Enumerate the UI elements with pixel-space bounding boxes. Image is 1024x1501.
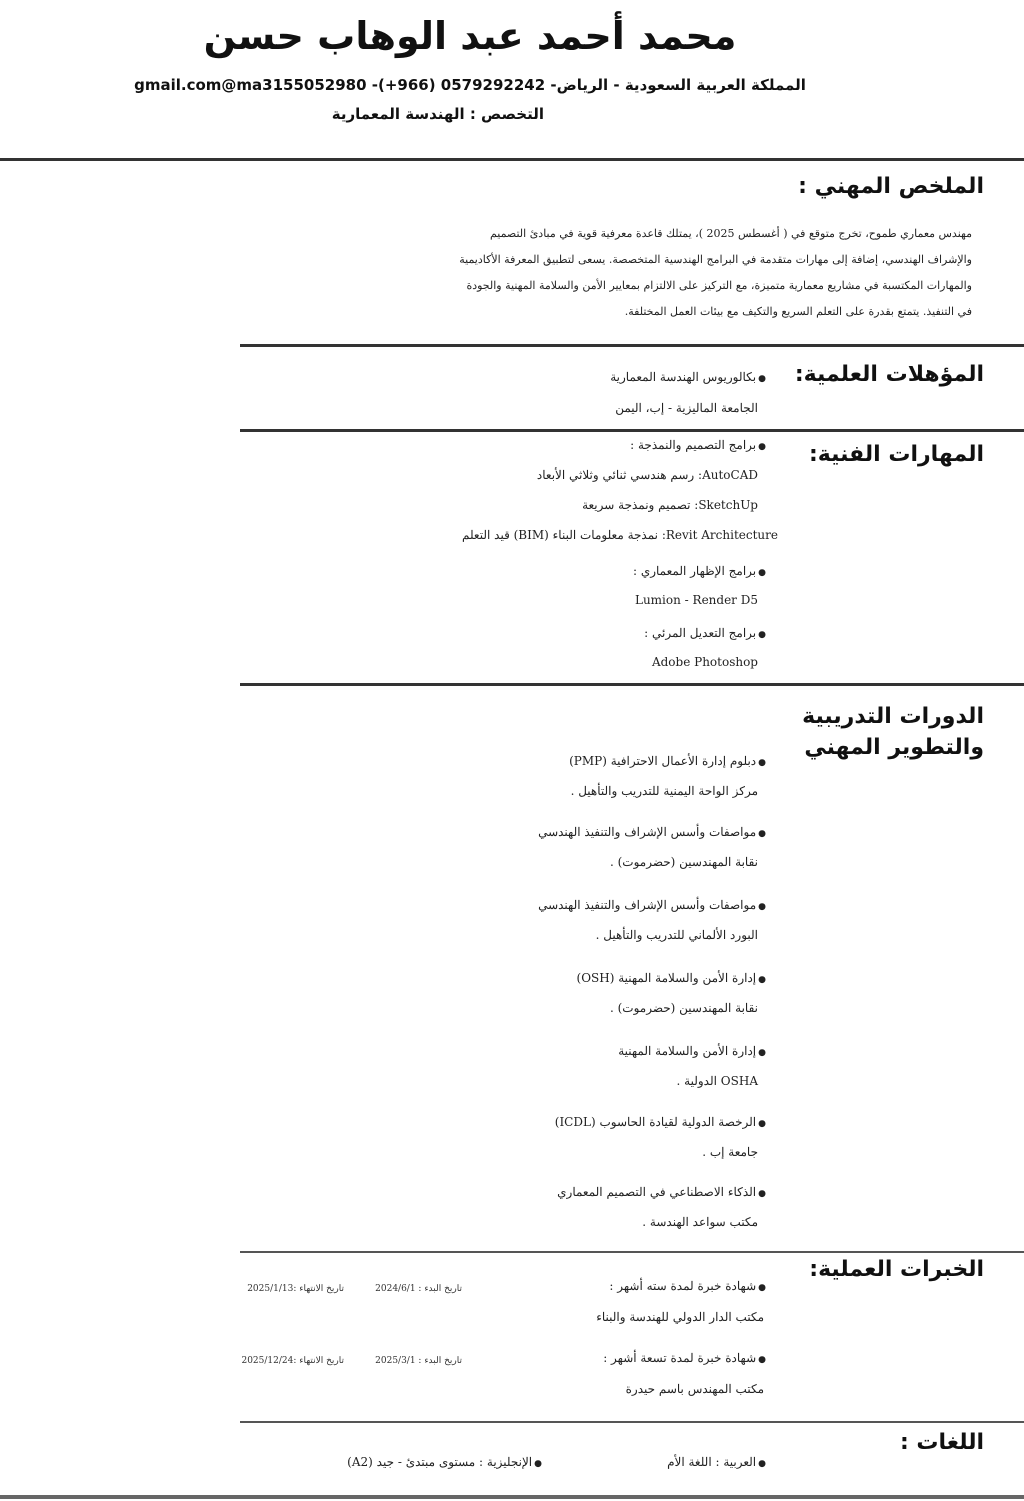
experience-company: مكتب المهندس باسم حيدرة [625,1382,764,1396]
experience-end-date: تاريخ الانتهاء :2025/12/24 [241,1356,344,1366]
section-divider [240,344,1024,347]
experience-start-date: تاريخ البدء : 2024/6/1 [375,1284,462,1294]
course-provider: البورد الألماني للتدريب والتأهيل . [595,928,758,942]
course-title: ● مواصفات وأسس الإشراف والتنفيذ الهندسي [538,825,766,839]
course-title: ● إدارة الأمن والسلامة المهنية (OSH) [577,971,767,985]
course-provider: مركز الواحة اليمنية للتدريب والتأهيل . [570,784,758,798]
summary-line: والمهارات المكتسبة في مشاريع معمارية متميزة، مع التركيز على الالتزام بمعايير الأمن والسلامة المهنية والجودة [466,279,972,292]
language-item: ● العربية : اللغة الأم [667,1455,766,1469]
language-item: ● الإنجليزية : مستوى مبتدئ - جيد (A2) [347,1455,542,1469]
courses-heading-line: والتطوير المهني [804,735,984,760]
skill-item: Lumion - Render D5 [634,593,758,607]
section-divider [240,1421,1024,1423]
course-title: ● دبلوم إدارة الأعمال الاحترافية (PMP) [569,754,766,768]
course-provider: نقابة المهندسين (حضرموت) . [609,855,758,869]
course-title: ● مواصفات وأسس الإشراف والتنفيذ الهندسي [538,898,766,912]
skill-item: Revit Architecture: نمذجة معلومات البناء (BIM) قيد التعلم [461,528,778,542]
languages-heading: اللغات : [899,1430,984,1455]
contact-info: المملكة العربية السعودية - الرياض- 0579292242 (966+)- gmail.com@ma3155052980 [134,76,806,94]
course-title: ● إدارة الأمن والسلامة المهنية [618,1044,766,1058]
summary-text [372,221,972,325]
experience-company: مكتب الدار الدولي للهندسة والبناء [596,1310,764,1324]
courses-heading [802,704,984,760]
skill-item: AutoCAD: رسم هندسي ثنائي وثلاثي الأبعاد [536,468,758,482]
course-provider: مكتب سواعد الهندسة . [642,1215,758,1229]
course-provider: OSHA الدولية . [676,1074,758,1088]
course-title: ● الرخصة الدولية لقيادة الحاسوب (ICDL) [555,1115,766,1129]
skill-category: ● برامج التصميم والنمذجة : [630,438,766,452]
section-divider [240,683,1024,686]
courses-heading-line: الدورات التدريبية [802,704,984,729]
experience-start-date: تاريخ البدء : 2025/3/1 [375,1356,462,1366]
summary-line: مهندس معماري طموح، تخرج متوقع في ( أغسطس 2025 )، يمتلك قاعدة معرفية قوية في مبادئ التصميم [489,227,972,240]
course-provider: نقابة المهندسين (حضرموت) . [609,1001,758,1015]
education-institution: الجامعة الماليزية - إب، اليمن [615,401,758,415]
skill-category: ● برامج الإظهار المعماري : [633,564,766,578]
education-heading: المؤهلات العلمية: [794,362,984,387]
experience-heading: الخبرات العملية: [809,1257,984,1282]
summary-line: في التنفيذ. يتمتع بقدرة على التعلم السريع والتكيف مع بيئات العمل المختلفة. [624,305,972,318]
skill-category: ● برامج التعديل المرئي : [644,626,766,640]
education-degree: ● بكالوريوس الهندسة المعمارية [610,370,766,384]
header-divider [0,158,1024,161]
skill-item: SketchUp: تصميم ونمذجة سريعة [582,498,758,512]
footer-divider [0,1495,1024,1499]
course-provider: جامعة إب . [702,1145,758,1159]
skill-item: Adobe Photoshop [651,655,758,669]
section-divider [240,1251,1024,1253]
section-divider [240,429,1024,432]
experience-end-date: تاريخ الانتهاء :2025/1/13 [247,1284,344,1294]
course-title: ● الذكاء الاصطناعي في التصميم المعماري [557,1185,766,1199]
summary-line: والإشراف الهندسي، إضافة إلى مهارات متقدمة في البرامج الهندسية المتخصصة. يسعى لتطبيق المعرفة الأكاديمية [459,253,972,266]
summary-heading: الملخص المهني : [798,174,984,199]
experience-title: ● شهادة خبرة لمدة تسعة أشهر : [603,1351,766,1365]
experience-title: ● شهادة خبرة لمدة سته أشهر : [609,1279,766,1293]
candidate-name: محمد أحمد عبد الوهاب حسن [203,14,737,58]
skills-heading: المهارات الفنية: [808,442,984,467]
specialization: التخصص : الهندسة المعمارية [331,105,544,123]
